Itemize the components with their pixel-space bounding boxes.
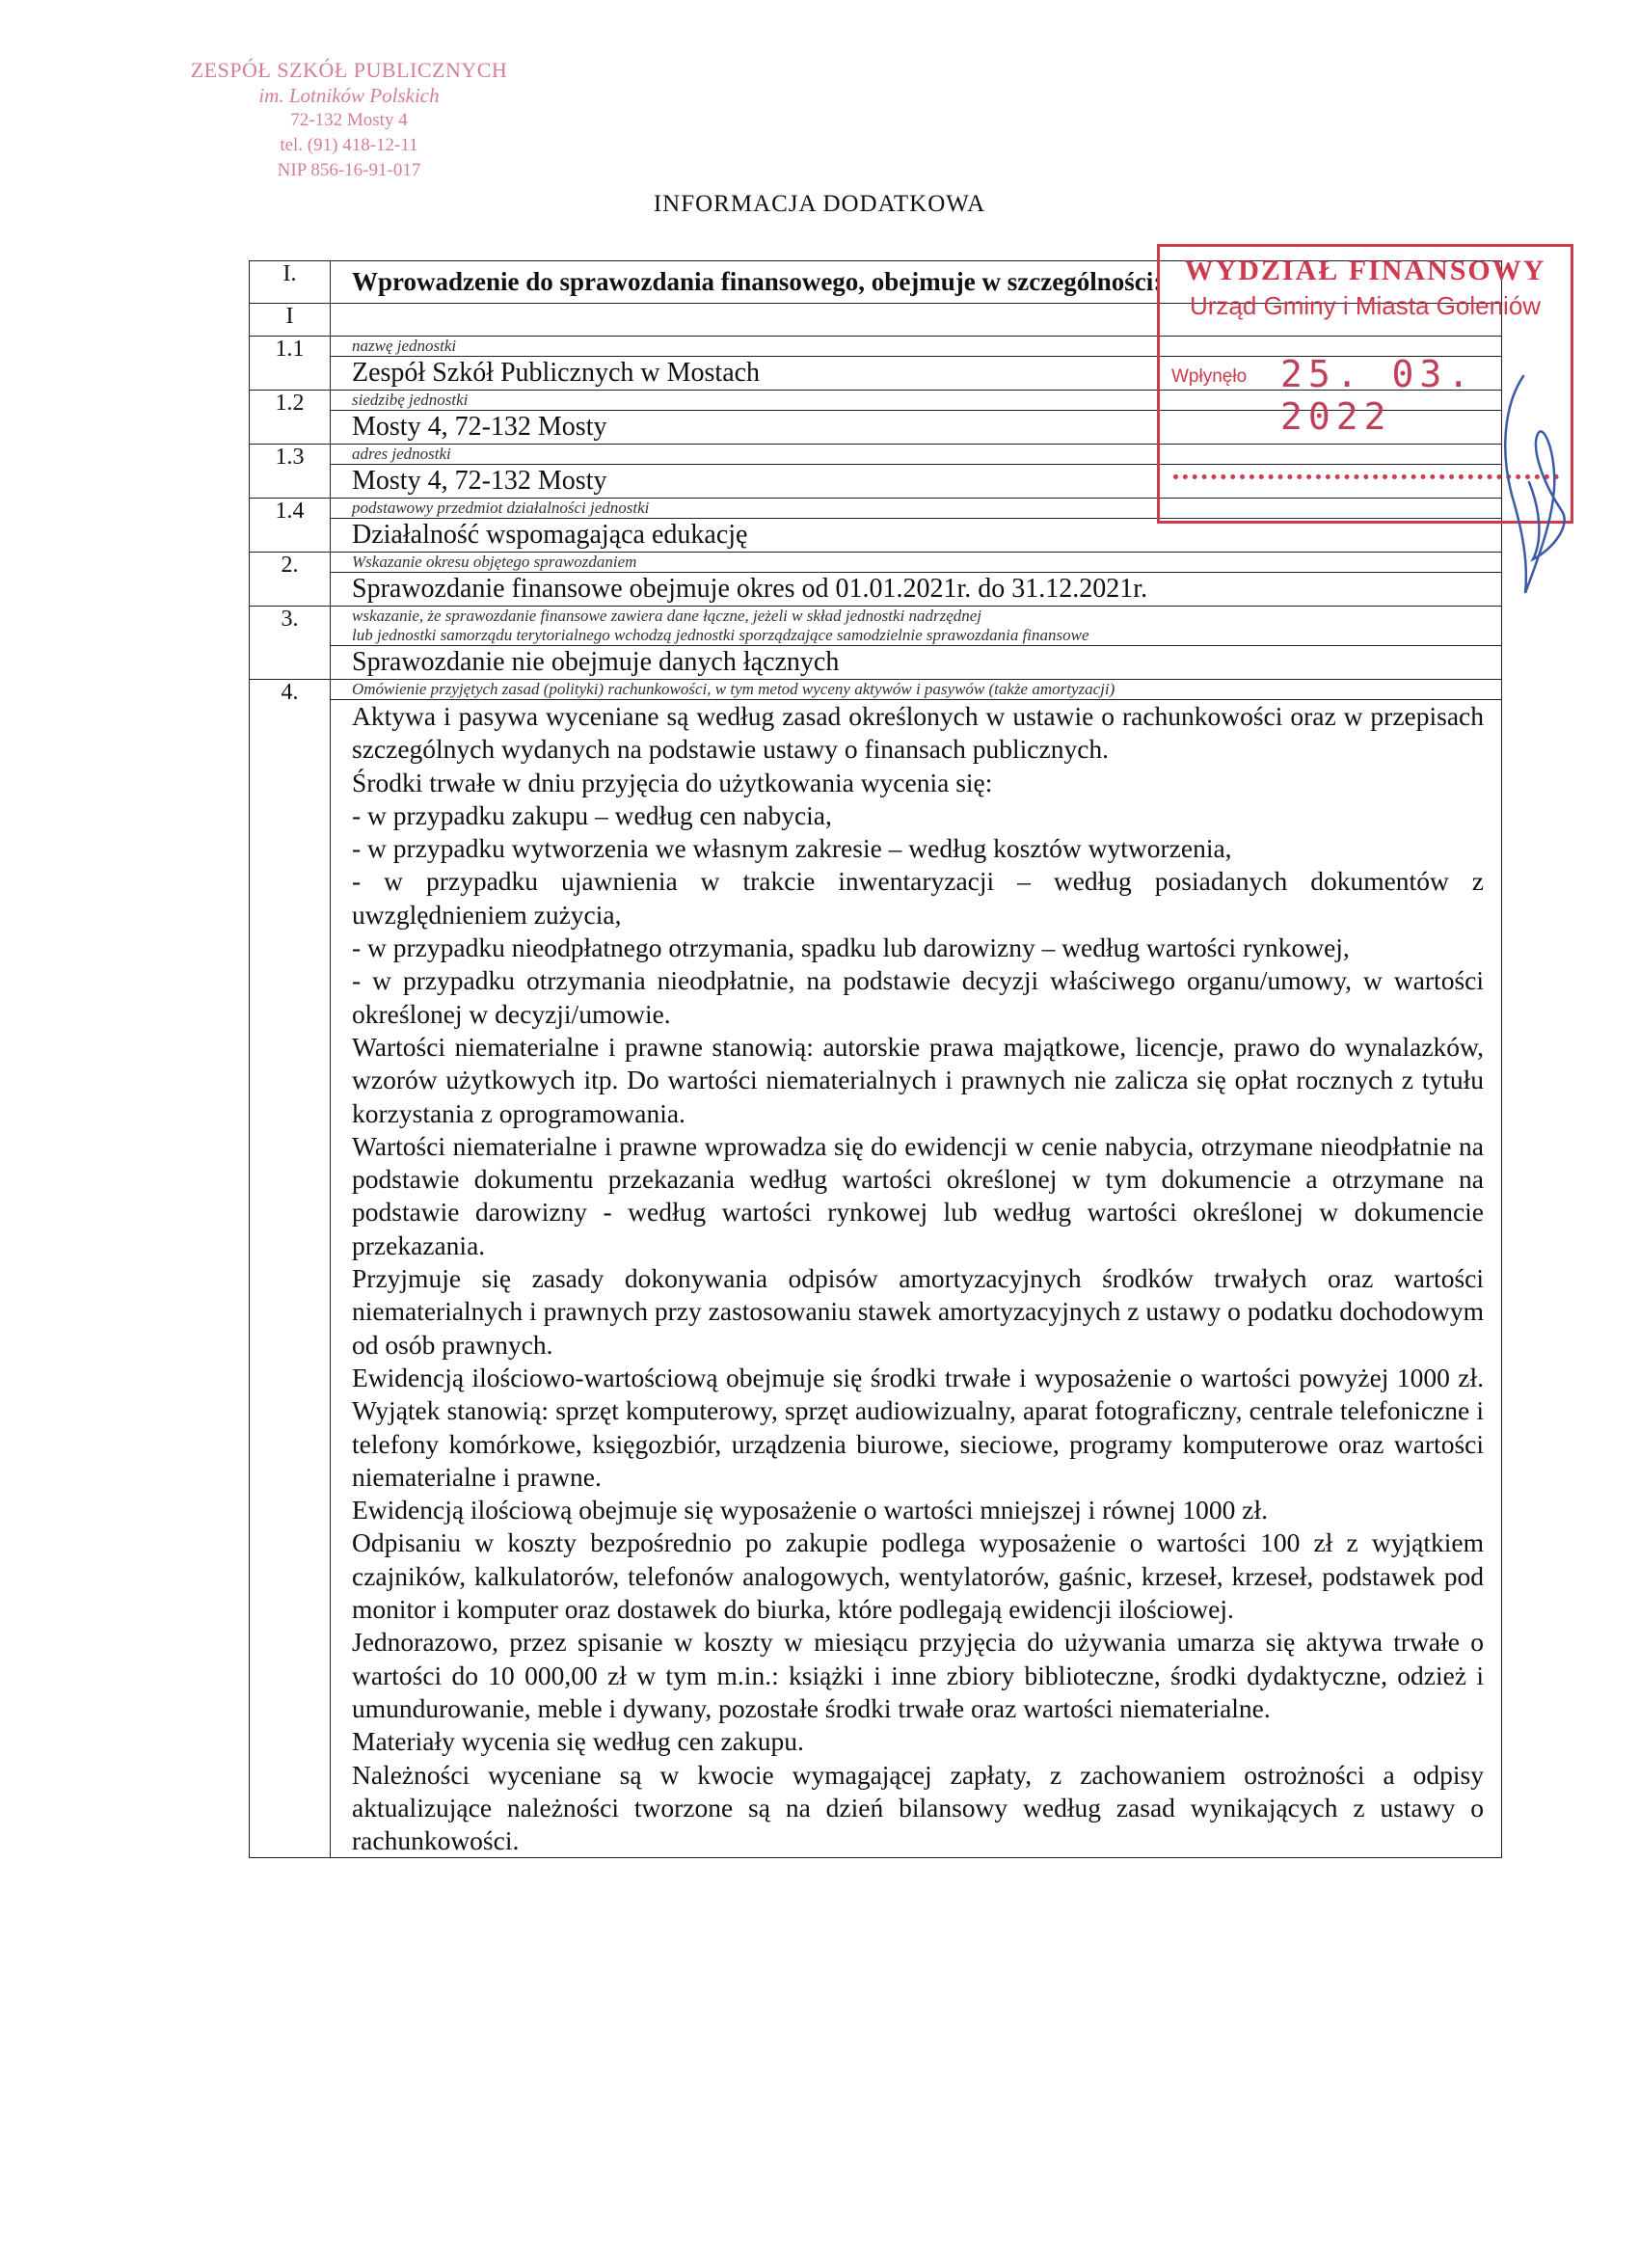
policy-paragraph: - w przypadku zakupu – według cen nabycia, [352, 799, 832, 830]
item-number: 2. [250, 553, 331, 607]
item-number: 4. [250, 680, 331, 1858]
school-stamp-address: 72-132 Mosty 4 [290, 110, 408, 130]
registry-stamp-office: Urząd Gminy i Miasta Goleniów [1189, 291, 1542, 320]
signature-mark [1485, 366, 1600, 608]
document-title: INFORMACJA DODATKOWA [653, 191, 986, 217]
school-stamp-phone: tel. (91) 418-12-11 [280, 135, 418, 155]
unit-name: Zespół Szkół Publicznych w Mostach [352, 358, 761, 388]
item-number: 1.1 [250, 337, 331, 391]
item-number: 1.3 [250, 445, 331, 499]
table-row [250, 646, 1502, 680]
combined-data-statement: Sprawozdanie nie obejmuje danych łącznych [352, 647, 840, 677]
field-hint: siedzibę jednostki [352, 391, 469, 409]
table-row [250, 680, 1502, 700]
field-hint: lub jednostki samorządu terytorialnego wchodzą jednostki sporządzające samodzielnie sprawozdania finansowe [352, 626, 1089, 644]
table-row [250, 553, 1502, 573]
policy-paragraph: Jednorazowo, przez spisanie w koszty w miesiącu przyjęcia do używania umarza się aktywa trwałe o wartości do 10 000,00 zł w tym m.in.: książki i inne zbiory biblioteczne, środki dydaktyczne, odzież i umundurowanie, meble i dywany, pozostałe środki trwałe oraz wartości niematerialne. [352, 1627, 1484, 1723]
table-row [250, 573, 1502, 607]
field-hint: adres jednostki [352, 445, 451, 463]
table-row [250, 700, 1502, 1858]
policy-paragraph: Materiały wycenia się według cen zakupu. [352, 1726, 804, 1757]
item-number: 3. [250, 607, 331, 680]
school-stamp-nip: NIP 856-16-91-017 [277, 160, 421, 180]
policy-paragraph: Środki trwałe w dniu przyjęcia do użytkowania wycenia się: [352, 767, 993, 797]
school-stamp-patron: im. Lotników Polskich [258, 84, 440, 107]
section-number: I. [250, 261, 331, 304]
accounting-policy-text [331, 700, 1502, 1858]
unit-activity: Działalność wspomagająca edukację [352, 520, 748, 550]
policy-paragraph: - w przypadku otrzymania nieodpłatnie, na podstawie decyzji właściwego organu/umowy, w wartości określonej w decyzji/umowie. [352, 965, 1484, 1029]
policy-paragraph: Ewidencją ilościowo-wartościową obejmuje się środki trwałe i wyposażenie o wartości powyżej 1000 zł. Wyjątek stanowią: sprzęt komputerowy, sprzęt audiowizualny, aparat fotograficzny, centrale telefoniczne i telefony komórkowe, księgozbiór, urządzenia biurowe, sieciowe, programy komputerowe oraz wartości niematerialne i prawne. [352, 1362, 1484, 1492]
reporting-period: Sprawozdanie finansowe obejmuje okres od 01.01.2021r. do 31.12.2021r. [352, 574, 1148, 604]
field-hint: Wskazanie okresu objętego sprawozdaniem [352, 553, 637, 571]
policy-paragraph: Wartości niematerialne i prawne stanowią: autorskie prawa majątkowe, licencje, prawo do wynalazków, wzorów użytkowych itp. Do wartości niematerialnych i prawnych nie zalicza się opłat rocznych z tytułu korzystania z oprogramowania. [352, 1031, 1484, 1128]
policy-paragraph: - w przypadku wytworzenia we własnym zakresie – według kosztów wytworzenia, [352, 833, 1232, 864]
section-title: Wprowadzenie do sprawozdania finansowego, obejmuje w szczególności: [331, 261, 1502, 304]
policy-paragraph: Należności wyceniane są w kwocie wymagającej zapłaty, z zachowaniem ostrożności a odpisy aktualizujące należności tworzone są na dzień bilansowy według zasad wynikających z ustawy o rachunkowości. [352, 1759, 1484, 1856]
field-hint: nazwę jednostki [352, 337, 457, 355]
policy-paragraph: Ewidencją ilościową obejmuje się wyposażenie o wartości mniejszej i równej 1000 zł. [352, 1495, 1268, 1526]
field-hint: podstawowy przedmiot działalności jednostki [352, 499, 650, 517]
unit-seat: Mosty 4, 72-132 Mosty [352, 412, 607, 442]
policy-paragraph: Wartości niematerialne i prawne wprowadza się do ewidencji w cenie nabycia, otrzymane nieodpłatnie na podstawie dokumentu przekazania według wartości określonej w tym dokumencie a otrzymane na podstawie darowizny - według wartości rynkowej lub według wartości określonej w dokumencie przekazania. [352, 1130, 1484, 1260]
field-hint: wskazanie, że sprawozdanie finansowe zawiera dane łączne, jeżeli w skład jednostki nadrzędnej [352, 607, 982, 625]
field-hint: Omówienie przyjętych zasad (polityki) rachunkowości, w tym metod wyceny aktywów i pasywów (także amortyzacji) [352, 680, 1115, 698]
policy-paragraph: Odpisaniu w koszty bezpośrednio po zakupie podlega wyposażenie o wartości 100 zł z wyjątkiem czajników, kalkulatorów, telefonów analogowych, wentylatorów, gaśnic, krzeseł, krzeseł, podstawek pod monitor i komputer oraz dostawek do biurka, które podlegają ewidencji ilościowej. [352, 1527, 1484, 1625]
section-sub-number: I [250, 304, 331, 337]
registry-stamp-date: 25. 03. 2022 [1280, 353, 1476, 438]
policy-paragraph: - w przypadku nieodpłatnego otrzymania, spadku lub darowizny – według wartości rynkowej, [352, 932, 1350, 963]
table-row [250, 607, 1502, 646]
registry-stamp-department: WYDZIAŁ FINANSOWY [1184, 255, 1546, 286]
policy-paragraph: Przyjmuje się zasady dokonywania odpisów amortyzacyjnych środków trwałych oraz wartości niematerialnych i prawnych przy zastosowaniu stawek amortyzacyjnych z ustawy o podatku dochodowym od osób prawnych. [352, 1263, 1484, 1360]
policy-paragraph: - w przypadku ujawnienia w trakcie inwentaryzacji – według posiadanych dokumentów z uwzględnieniem zużycia, [352, 866, 1484, 930]
school-stamp [147, 58, 551, 183]
item-number: 1.4 [250, 499, 331, 553]
policy-paragraph: Aktywa i pasywa wyceniane są według zasad określonych w ustawie o rachunkowości oraz w przepisach szczególnych wydanych na podstawie ustawy o finansach publicznych. [352, 701, 1484, 765]
item-number: 1.2 [250, 391, 331, 445]
registry-stamp-received-label: Wpłynęło [1171, 366, 1248, 387]
unit-address: Mosty 4, 72-132 Mosty [352, 466, 607, 496]
school-stamp-name: ZESPÓŁ SZKÓŁ PUBLICZNYCH [190, 58, 508, 82]
